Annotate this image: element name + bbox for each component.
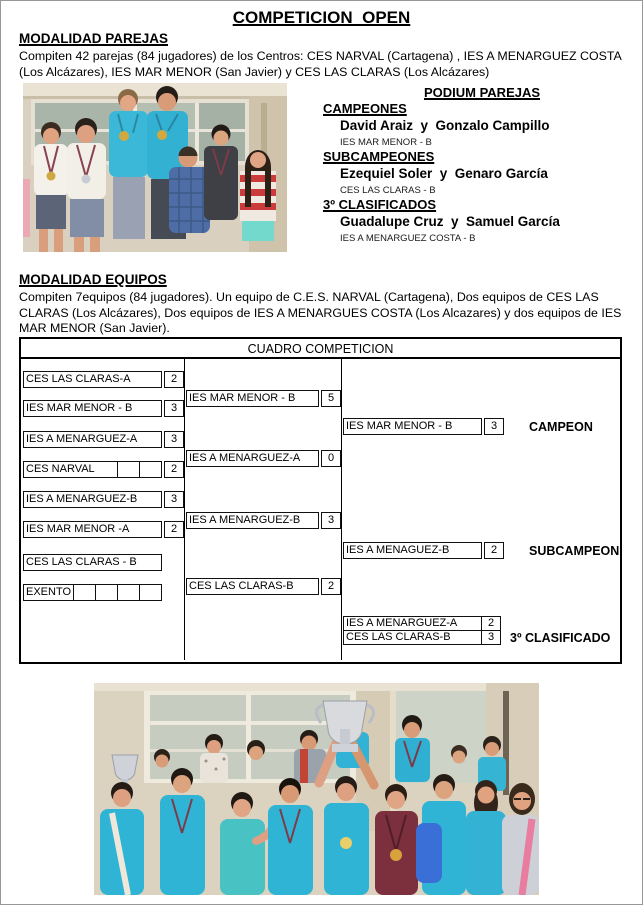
- score-cell: 3: [481, 630, 501, 645]
- bracket-sf-entry: [186, 450, 341, 467]
- score-cell: 2: [164, 371, 184, 388]
- section-heading-parejas: MODALIDAD PAREJAS: [19, 31, 169, 46]
- team-name-cell: CES NARVAL: [23, 461, 162, 478]
- podium-entry-subcampeones: [323, 149, 641, 196]
- podium-parejas: [323, 85, 641, 245]
- parejas-intro-text: Compiten 42 parejas (84 jugadores) de los Centros: CES NARVAL (Cartagena) , IES A MENARGUEZ COSTA (Los Alcázares), IES MAR MENOR (San Javier) y CES LAS CLARAS (Los Alcázares): [19, 49, 622, 79]
- team-name-cell: CES LAS CLARAS-B: [186, 578, 319, 595]
- bracket-title: CUADRO COMPETICION: [21, 339, 620, 359]
- team-name-cell: IES MAR MENOR - B: [23, 400, 162, 417]
- empty-cell: [73, 585, 95, 600]
- podium-entry-campeones: [323, 101, 641, 148]
- bracket-r1-entry: [23, 491, 184, 508]
- team-name-cell: IES A MENARGUEZ-A: [343, 616, 482, 631]
- team-name-cell: IES A MENARGUEZ-B: [23, 491, 162, 508]
- podium-title: PODIUM PAREJAS: [423, 85, 541, 100]
- bracket-sf-entry: [186, 578, 341, 595]
- team-name-cell: IES A MENARGUEZ-A: [186, 450, 319, 467]
- score-cell: 2: [481, 616, 501, 631]
- score-cell: 5: [321, 390, 341, 407]
- column-divider: [184, 359, 185, 660]
- team-name-cell: CES LAS CLARAS - B: [23, 554, 162, 571]
- podium-entry-terceros: [323, 197, 641, 244]
- score-cell: 2: [164, 521, 184, 538]
- score-cell: 0: [321, 450, 341, 467]
- team-name-cell: CES LAS CLARAS-B: [343, 630, 482, 645]
- team-name-cell: IES A MENARGUEZ-A: [23, 431, 162, 448]
- column-divider: [341, 359, 342, 660]
- score-cell: 2: [484, 542, 504, 559]
- section-heading-equipos: MODALIDAD EQUIPOS: [19, 272, 167, 287]
- bracket-r1-entry: [23, 400, 184, 417]
- third-place-row: [343, 630, 610, 645]
- score-cell: 3: [164, 431, 184, 448]
- result-label-subcampeon: SUBCAMPEON: [529, 543, 620, 558]
- podium-team: CES LAS CLARAS - B: [340, 185, 436, 196]
- third-place-row: [343, 616, 610, 631]
- result-label-campeon: CAMPEON: [529, 419, 593, 434]
- bracket-final-entry: [343, 418, 593, 435]
- podium-players: David Araiz y Gonzalo Campillo: [340, 118, 550, 133]
- team-name-cell: IES MAR MENOR - B: [186, 390, 319, 407]
- team-name-cell: IES MAR MENOR - B: [343, 418, 482, 435]
- empty-cell: [117, 462, 139, 477]
- third-place-match: [343, 616, 610, 645]
- pairs-podium-photo: [23, 83, 287, 252]
- podium-players: Ezequiel Soler y Genaro García: [340, 166, 548, 181]
- score-cell: 2: [164, 461, 184, 478]
- podium-rank: CAMPEONES: [323, 101, 407, 116]
- bracket-r1-entry: [23, 554, 162, 571]
- score-cell: 3: [164, 491, 184, 508]
- empty-cell: [117, 585, 139, 600]
- podium-team: IES MAR MENOR - B: [340, 137, 432, 148]
- team-name-cell: IES A MENAGUEZ-B: [343, 542, 482, 559]
- podium-rank: 3º CLASIFICADOS: [323, 197, 437, 212]
- equipos-intro-text: Compiten 7equipos (84 jugadores). Un equipo de C.E.S. NARVAL (Cartagena), Dos equipos de CES LAS CLARAS (Los Alcázares), Dos equipos de IES A MENARGUES COSTA (Los Alcazares) y dos equipos de IES MAR MENOR (San Javier).: [19, 290, 622, 336]
- teams-celebration-photo: [94, 683, 539, 895]
- bracket-r1-entry: [23, 431, 184, 448]
- bracket-r1-entry: [23, 521, 184, 538]
- bracket-sf-entry: [186, 512, 341, 529]
- bracket-r1-entry: [23, 461, 184, 478]
- bracket-sf-entry: [186, 390, 341, 407]
- bracket-r1-entry: [23, 371, 184, 388]
- page-title: COMPETICION OPEN: [232, 8, 411, 27]
- bracket-body: [21, 359, 620, 660]
- bracket-final-entry: [343, 542, 619, 559]
- podium-team: IES A MENARGUEZ COSTA - B: [340, 233, 476, 244]
- score-cell: 3: [321, 512, 341, 529]
- team-name-cell: IES A MENARGUEZ-B: [186, 512, 319, 529]
- score-cell: 3: [484, 418, 504, 435]
- result-label-tercero: 3º CLASIFICADO: [510, 630, 611, 645]
- podium-rank: SUBCAMPEONES: [323, 149, 435, 164]
- empty-cell: [139, 585, 161, 600]
- team-name-cell: EXENTO: [23, 584, 162, 601]
- score-cell: 3: [164, 400, 184, 417]
- bracket-r1-entry: [23, 584, 162, 601]
- team-name-cell: CES LAS CLARAS-A: [23, 371, 162, 388]
- empty-cell: [95, 585, 117, 600]
- team-name-cell: IES MAR MENOR -A: [23, 521, 162, 538]
- podium-players: Guadalupe Cruz y Samuel García: [340, 214, 560, 229]
- competition-bracket-table: [19, 337, 622, 664]
- empty-cell: [139, 462, 161, 477]
- score-cell: 2: [321, 578, 341, 595]
